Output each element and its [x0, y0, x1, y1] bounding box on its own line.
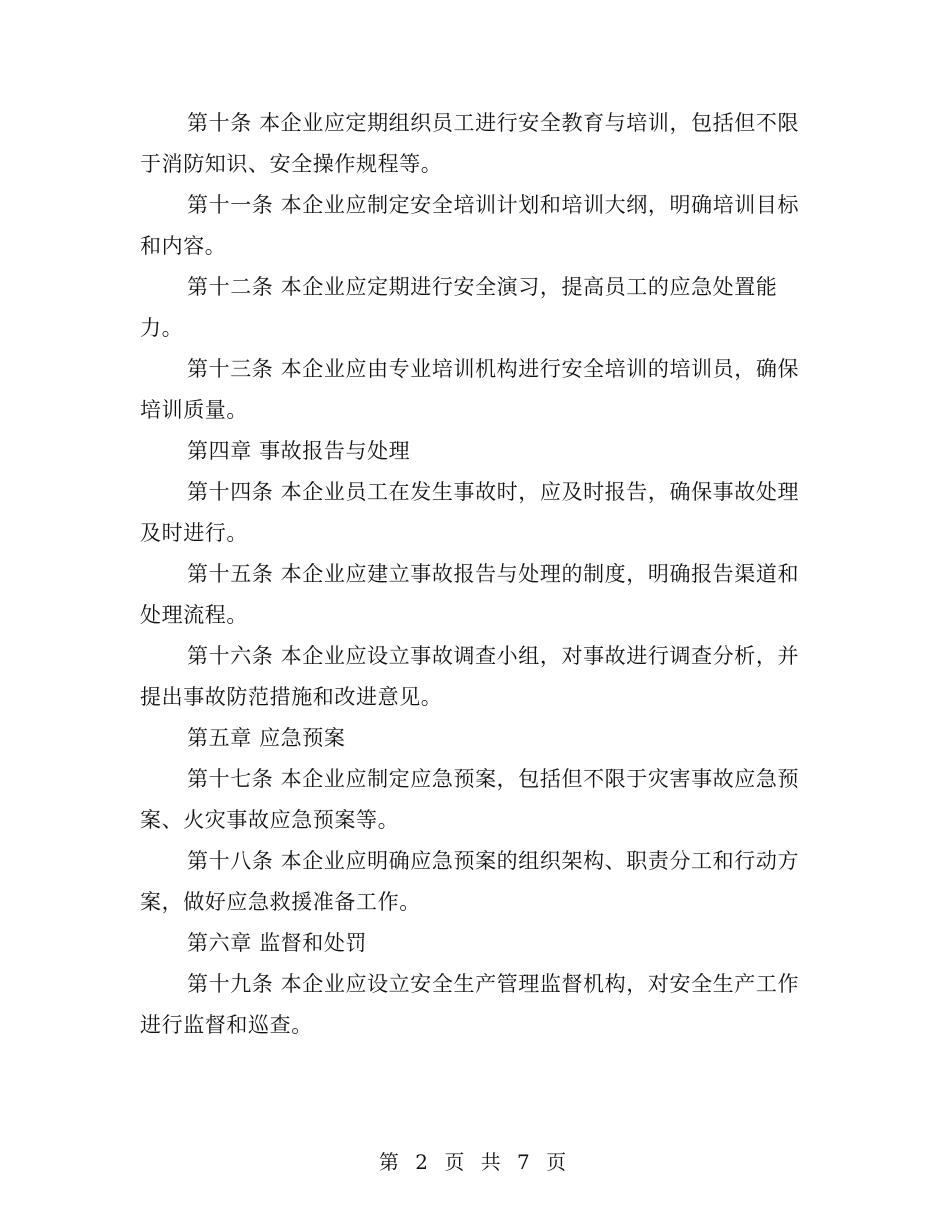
- article-15: 第十五条 本企业应建立事故报告与处理的制度，明确报告渠道和处理流程。: [140, 562, 800, 627]
- page-number-footer: 第 2 页 共 7 页: [378, 1150, 572, 1174]
- document-body: [140, 103, 808, 1046]
- chapter-6-heading: 第六章 监督和处罚: [187, 931, 368, 955]
- article-18: 第十八条 本企业应明确应急预案的组织架构、职责分工和行动方案，做好应急救援准备工作。: [140, 849, 800, 914]
- article-19: 第十九条 本企业应设立安全生产管理监督机构，对安全生产工作进行监督和巡查。: [140, 972, 800, 1037]
- article-16: 第十六条 本企业应设立事故调查小组，对事故进行调查分析，并提出事故防范措施和改进意见。: [140, 644, 800, 709]
- article-14: 第十四条 本企业员工在发生事故时，应及时报告，确保事故处理及时进行。: [140, 480, 800, 545]
- article-11: 第十一条 本企业应制定安全培训计划和培训大纲，明确培训目标和内容。: [140, 193, 800, 258]
- article-17: 第十七条 本企业应制定应急预案，包括但不限于灾害事故应急预案、火灾事故应急预案等。: [140, 767, 800, 832]
- article-10: 第十条 本企业应定期组织员工进行安全教育与培训，包括但不限于消防知识、安全操作规程等。: [140, 111, 800, 176]
- chapter-4-heading: 第四章 事故报告与处理: [187, 439, 411, 463]
- article-12: 第十二条 本企业应定期进行安全演习，提高员工的应急处置能力。: [140, 275, 778, 340]
- article-13: 第十三条 本企业应由专业培训机构进行安全培训的培训员，确保培训质量。: [140, 357, 800, 422]
- chapter-5-heading: 第五章 应急预案: [187, 726, 346, 750]
